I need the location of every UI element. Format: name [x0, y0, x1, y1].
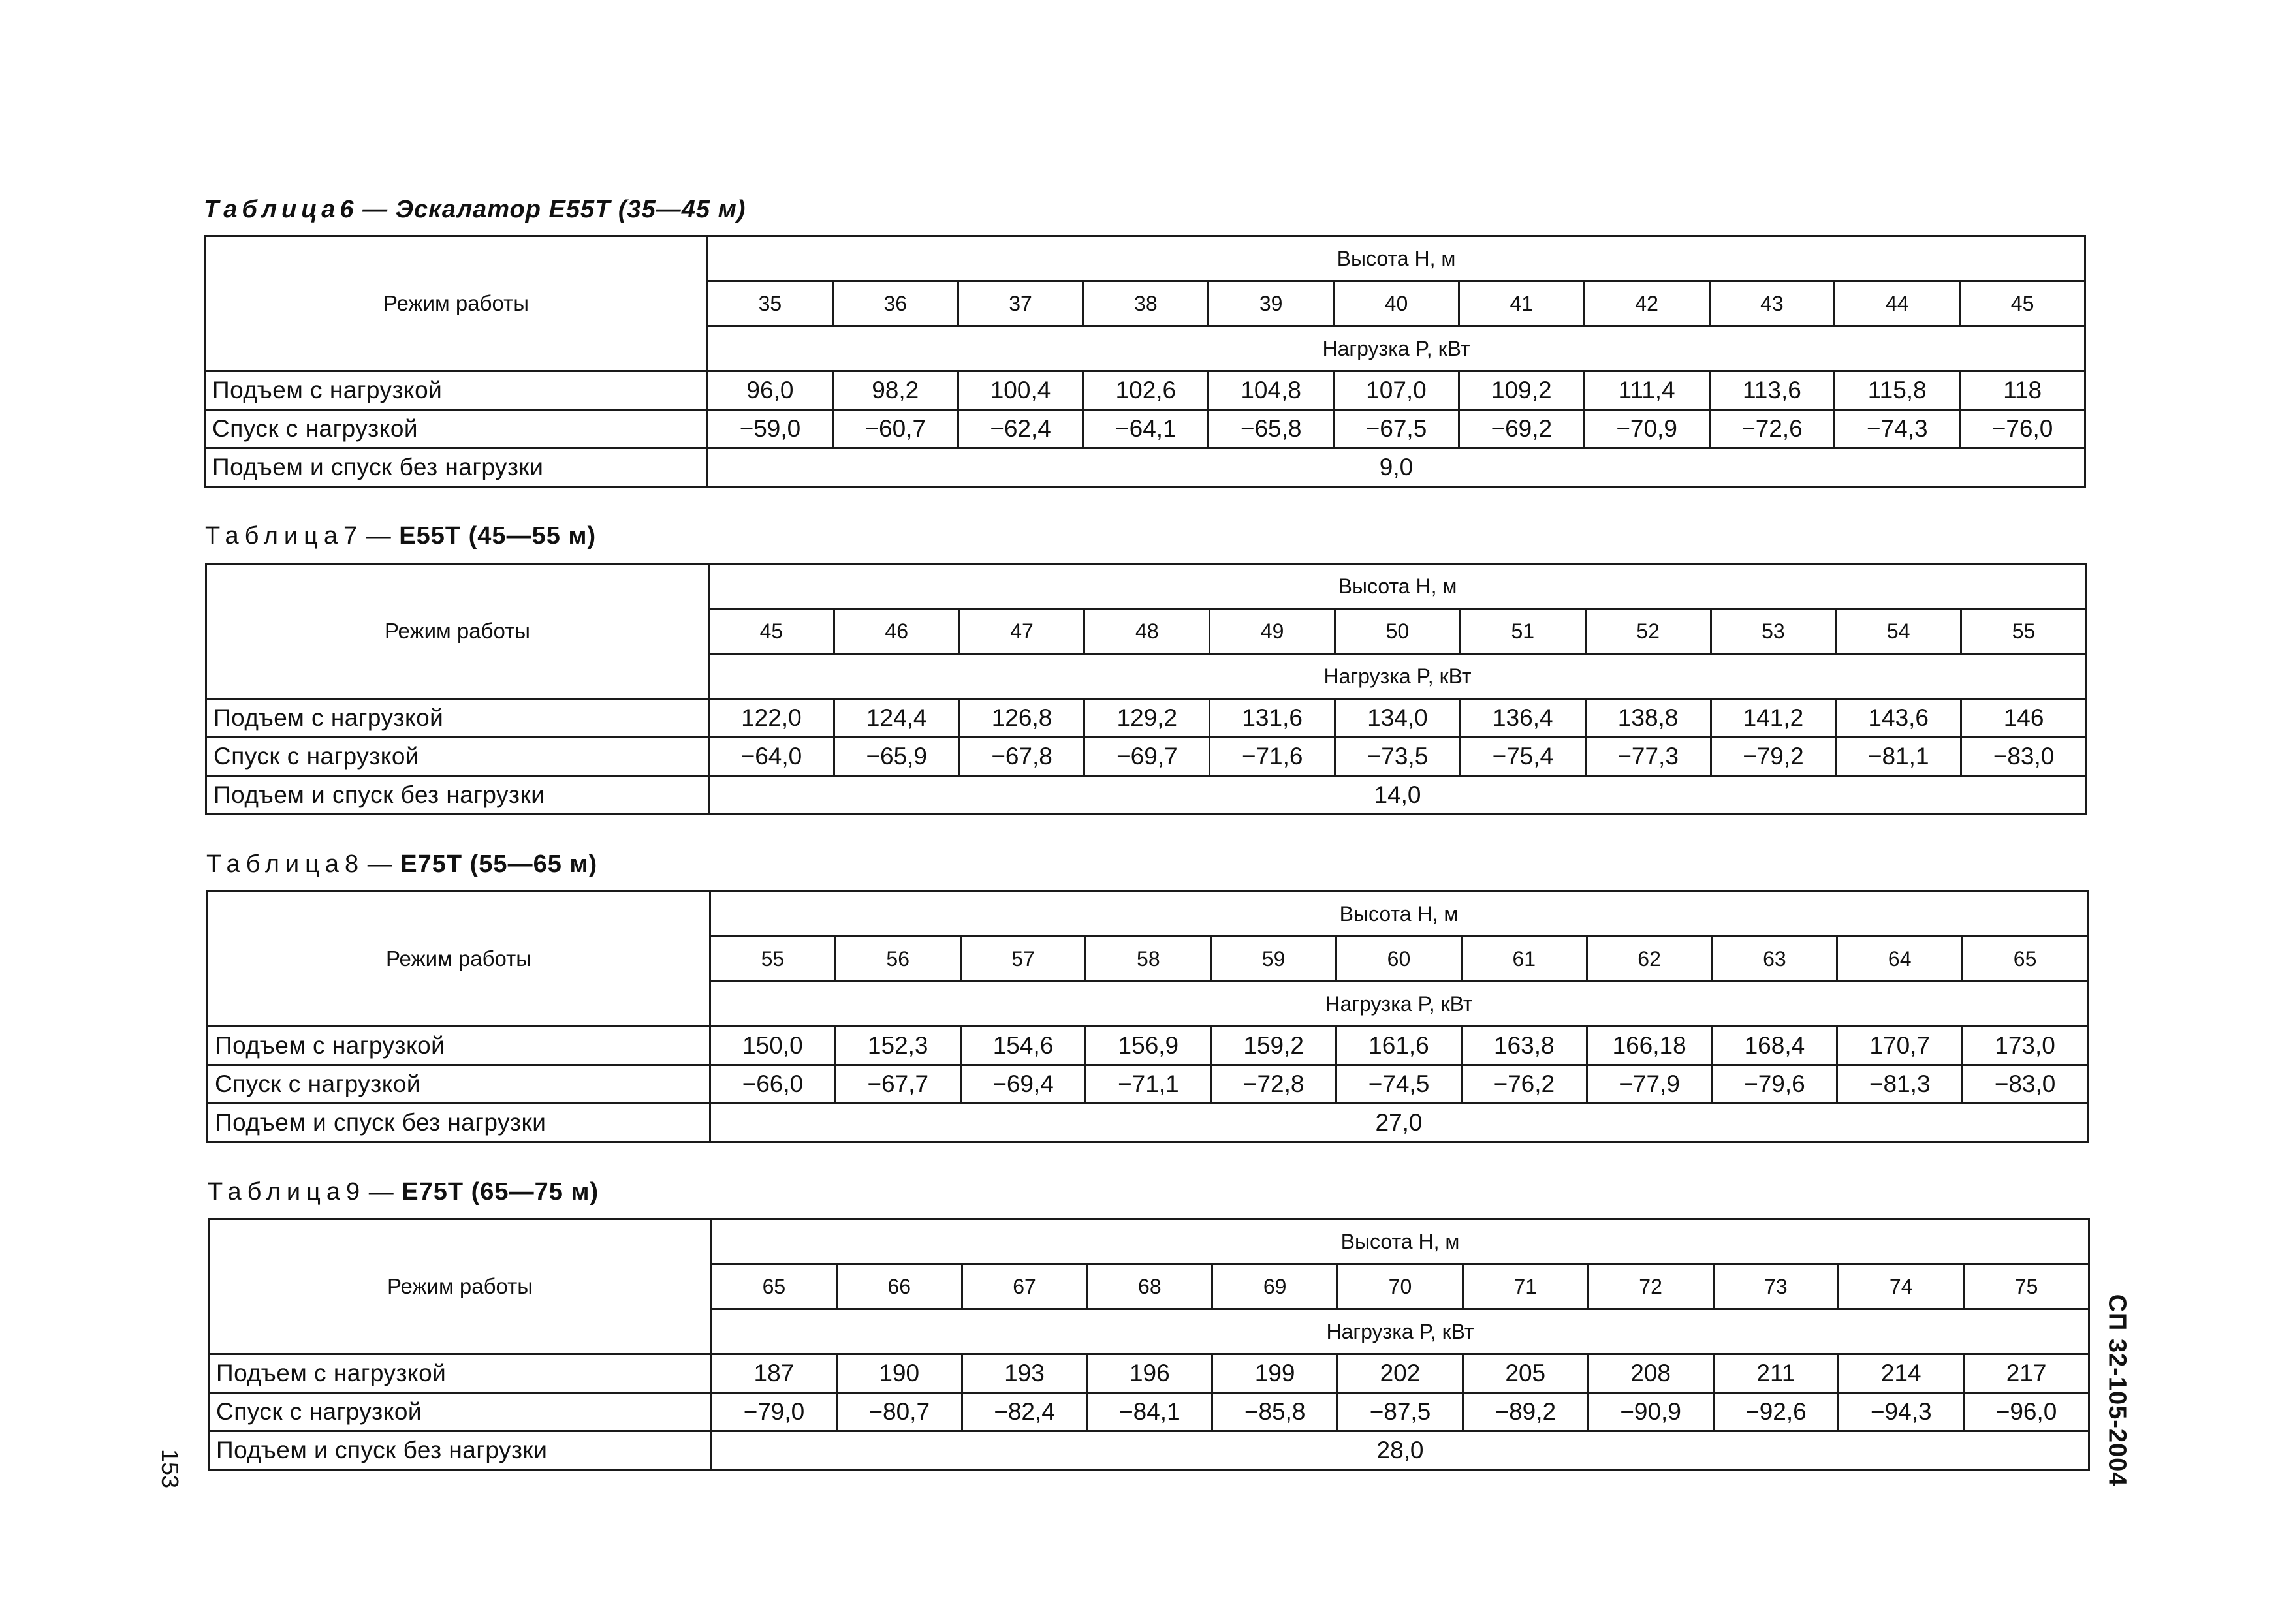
load-value: −67,5	[1334, 410, 1459, 448]
load-value: −85,8	[1212, 1393, 1338, 1431]
height-value: 62	[1587, 937, 1712, 982]
height-value: 57	[960, 937, 1086, 982]
height-value: 65	[712, 1264, 837, 1309]
load-value: 196	[1087, 1354, 1212, 1393]
load-value: 96,0	[708, 371, 833, 410]
height-value: 61	[1461, 937, 1587, 982]
height-value: 50	[1335, 609, 1461, 654]
load-value: −65,9	[834, 738, 959, 776]
mode-header: Режим работы	[209, 1219, 712, 1354]
height-value: 48	[1084, 609, 1210, 654]
load-value: −73,5	[1335, 738, 1461, 776]
mode-header: Режим работы	[208, 892, 710, 1027]
load-value: −71,6	[1210, 738, 1335, 776]
load-value: −81,3	[1837, 1065, 1963, 1104]
table-caption	[204, 196, 746, 224]
row-label: Подъем с нагрузкой	[206, 699, 709, 738]
load-value: −96,0	[1964, 1393, 2089, 1431]
table-row	[208, 1065, 2088, 1104]
load-value: 107,0	[1334, 371, 1459, 410]
escalator-load-table	[206, 890, 2089, 1143]
load-value: −82,4	[962, 1393, 1087, 1431]
caption-title: Эскалатор Е55Т (35—45 м)	[395, 196, 746, 223]
load-value: 102,6	[1083, 371, 1209, 410]
load-value: 98,2	[832, 371, 958, 410]
caption-number: 6	[340, 196, 355, 223]
load-value: 131,6	[1210, 699, 1335, 738]
document-code-text: СП 32-105-2004	[2103, 1294, 2131, 1487]
height-value: 44	[1835, 281, 1960, 326]
load-value: −64,0	[709, 738, 834, 776]
load-value: −64,1	[1083, 410, 1209, 448]
height-value: 73	[1713, 1264, 1839, 1309]
load-value: −90,9	[1588, 1393, 1713, 1431]
height-value: 54	[1836, 609, 1961, 654]
height-value: 45	[709, 609, 834, 654]
height-value: 58	[1086, 937, 1211, 982]
load-value: 202	[1338, 1354, 1463, 1393]
table-row	[209, 1393, 2089, 1431]
row-label: Спуск с нагрузкой	[208, 1065, 710, 1104]
table-row	[205, 371, 2085, 410]
height-value: 45	[1960, 281, 2085, 326]
row-label: Подъем и спуск без нагрузки	[208, 1104, 710, 1142]
height-value: 56	[835, 937, 960, 982]
height-value: 59	[1211, 937, 1336, 982]
load-value: −89,2	[1463, 1393, 1588, 1431]
load-value: −83,0	[1963, 1065, 2088, 1104]
load-value: −65,8	[1209, 410, 1334, 448]
load-value: 104,8	[1209, 371, 1334, 410]
table-row	[206, 776, 2087, 815]
height-value: 69	[1212, 1264, 1338, 1309]
load-header: Нагрузка P, кВт	[709, 654, 2087, 699]
load-value: 129,2	[1084, 699, 1210, 738]
row-label: Спуск с нагрузкой	[205, 410, 708, 448]
height-value: 75	[1964, 1264, 2089, 1309]
height-value: 47	[959, 609, 1084, 654]
load-value: 190	[836, 1354, 962, 1393]
noload-value: 14,0	[709, 776, 2087, 815]
load-value: −83,0	[1961, 738, 2087, 776]
caption-dash: —	[358, 522, 400, 550]
caption-title: Е55Т (45—55 м)	[399, 522, 597, 550]
load-value: −79,0	[712, 1393, 837, 1431]
table-row	[209, 1431, 2089, 1470]
row-label: Подъем с нагрузкой	[208, 1027, 710, 1065]
load-value: 136,4	[1460, 699, 1585, 738]
height-value: 70	[1338, 1264, 1463, 1309]
load-value: 161,6	[1336, 1027, 1462, 1065]
load-value: −74,3	[1835, 410, 1960, 448]
table-row	[208, 1104, 2088, 1142]
load-header: Нагрузка P, кВт	[712, 1309, 2089, 1354]
height-value: 37	[958, 281, 1083, 326]
load-value: −66,0	[710, 1065, 836, 1104]
caption-title: Е75Т (65—75 м)	[402, 1178, 599, 1206]
row-label: Подъем и спуск без нагрузки	[205, 448, 708, 487]
caption-word: Таблица	[205, 522, 343, 550]
row-label: Подъем и спуск без нагрузки	[209, 1431, 712, 1470]
height-value: 41	[1459, 281, 1584, 326]
caption-dash: —	[355, 196, 396, 223]
table-caption	[208, 1178, 599, 1206]
caption-title: Е75Т (55—65 м)	[400, 851, 598, 878]
load-value: −87,5	[1338, 1393, 1463, 1431]
load-value: −84,1	[1087, 1393, 1212, 1431]
row-label: Спуск с нагрузкой	[206, 738, 709, 776]
height-value: 49	[1210, 609, 1335, 654]
caption-number: 7	[343, 522, 359, 550]
load-value: −81,1	[1836, 738, 1961, 776]
height-value: 71	[1463, 1264, 1588, 1309]
height-value: 63	[1712, 937, 1837, 982]
load-value: −79,6	[1712, 1065, 1837, 1104]
height-header: Высота H, м	[712, 1219, 2089, 1264]
load-value: 122,0	[709, 699, 834, 738]
load-value: −62,4	[958, 410, 1083, 448]
load-value: −72,8	[1211, 1065, 1336, 1104]
noload-value: 9,0	[708, 448, 2085, 487]
load-value: −69,7	[1084, 738, 1210, 776]
height-value: 74	[1839, 1264, 1964, 1309]
table-row	[208, 1027, 2088, 1065]
load-value: 124,4	[834, 699, 959, 738]
height-value: 55	[710, 937, 836, 982]
load-value: −92,6	[1713, 1393, 1839, 1431]
load-value: 208	[1588, 1354, 1713, 1393]
load-value: −75,4	[1460, 738, 1585, 776]
load-value: −69,2	[1459, 410, 1584, 448]
height-value: 43	[1709, 281, 1835, 326]
load-value: 150,0	[710, 1027, 836, 1065]
load-value: −59,0	[708, 410, 833, 448]
table-caption	[206, 851, 597, 879]
height-header: Высота H, м	[709, 564, 2087, 609]
load-value: 199	[1212, 1354, 1338, 1393]
load-value: 214	[1839, 1354, 1964, 1393]
height-value: 39	[1209, 281, 1334, 326]
load-value: −67,8	[959, 738, 1084, 776]
load-value: 146	[1961, 699, 2087, 738]
load-header: Нагрузка P, кВт	[708, 326, 2085, 371]
load-value: 217	[1964, 1354, 2089, 1393]
load-value: −71,1	[1086, 1065, 1211, 1104]
page-number-text: 153	[157, 1448, 183, 1489]
height-value: 46	[834, 609, 959, 654]
row-label: Подъем с нагрузкой	[209, 1354, 712, 1393]
load-value: 100,4	[958, 371, 1083, 410]
height-value: 65	[1963, 937, 2088, 982]
load-value: 205	[1463, 1354, 1588, 1393]
height-value: 42	[1584, 281, 1709, 326]
load-value: 115,8	[1835, 371, 1960, 410]
load-value: 138,8	[1585, 699, 1711, 738]
height-value: 64	[1837, 937, 1963, 982]
row-label: Подъем и спуск без нагрузки	[206, 776, 709, 815]
load-value: −76,2	[1461, 1065, 1587, 1104]
table-row	[206, 738, 2087, 776]
load-value: −72,6	[1709, 410, 1835, 448]
height-header: Высота H, м	[710, 892, 2088, 937]
height-value: 67	[962, 1264, 1087, 1309]
load-value: −94,3	[1839, 1393, 1964, 1431]
table-caption	[205, 522, 596, 550]
table-row	[206, 699, 2087, 738]
load-value: 173,0	[1963, 1027, 2088, 1065]
load-value: 113,6	[1709, 371, 1835, 410]
load-value: −80,7	[836, 1393, 962, 1431]
noload-value: 27,0	[710, 1104, 2088, 1142]
row-label: Подъем с нагрузкой	[205, 371, 708, 410]
caption-number: 8	[345, 851, 360, 878]
load-value: 168,4	[1712, 1027, 1837, 1065]
load-value: −79,2	[1711, 738, 1836, 776]
load-value: 143,6	[1836, 699, 1961, 738]
caption-dash: —	[360, 851, 401, 878]
load-value: 159,2	[1211, 1027, 1336, 1065]
height-value: 35	[708, 281, 833, 326]
load-value: −77,3	[1585, 738, 1711, 776]
height-value: 38	[1083, 281, 1209, 326]
mode-header: Режим работы	[206, 564, 709, 699]
table-row	[209, 1354, 2089, 1393]
height-value: 52	[1585, 609, 1711, 654]
load-value: 109,2	[1459, 371, 1584, 410]
caption-dash: —	[361, 1178, 402, 1206]
table-row	[205, 448, 2085, 487]
load-value: −77,9	[1587, 1065, 1712, 1104]
height-value: 53	[1711, 609, 1836, 654]
document-code	[2104, 1286, 2130, 1495]
load-value: 170,7	[1837, 1027, 1963, 1065]
noload-value: 28,0	[712, 1431, 2089, 1470]
load-value: 163,8	[1461, 1027, 1587, 1065]
load-value: 152,3	[835, 1027, 960, 1065]
load-value: −60,7	[832, 410, 958, 448]
load-header: Нагрузка P, кВт	[710, 982, 2088, 1027]
table-row	[205, 410, 2085, 448]
caption-word: Таблица	[204, 196, 340, 223]
load-value: 193	[962, 1354, 1087, 1393]
escalator-load-table	[205, 563, 2087, 815]
load-value: 166,18	[1587, 1027, 1712, 1065]
height-value: 66	[836, 1264, 962, 1309]
page-number	[157, 1436, 183, 1501]
height-value: 60	[1336, 937, 1462, 982]
load-value: 187	[712, 1354, 837, 1393]
load-value: −69,4	[960, 1065, 1086, 1104]
load-value: 156,9	[1086, 1027, 1211, 1065]
load-value: 118	[1960, 371, 2085, 410]
height-header: Высота H, м	[708, 236, 2085, 281]
load-value: −74,5	[1336, 1065, 1462, 1104]
height-value: 55	[1961, 609, 2087, 654]
mode-header: Режим работы	[205, 236, 708, 371]
height-value: 51	[1460, 609, 1585, 654]
escalator-load-table	[208, 1218, 2090, 1471]
height-value: 40	[1334, 281, 1459, 326]
load-value: −67,7	[835, 1065, 960, 1104]
load-value: 141,2	[1711, 699, 1836, 738]
height-value: 36	[832, 281, 958, 326]
load-value: 111,4	[1584, 371, 1709, 410]
load-value: 134,0	[1335, 699, 1461, 738]
load-value: 126,8	[959, 699, 1084, 738]
caption-word: Таблица	[206, 851, 345, 878]
load-value: 154,6	[960, 1027, 1086, 1065]
load-value: −76,0	[1960, 410, 2085, 448]
load-value: 211	[1713, 1354, 1839, 1393]
escalator-load-table	[204, 235, 2086, 488]
height-value: 72	[1588, 1264, 1713, 1309]
load-value: −70,9	[1584, 410, 1709, 448]
row-label: Спуск с нагрузкой	[209, 1393, 712, 1431]
caption-number: 9	[346, 1178, 362, 1206]
caption-word: Таблица	[208, 1178, 346, 1206]
height-value: 68	[1087, 1264, 1212, 1309]
